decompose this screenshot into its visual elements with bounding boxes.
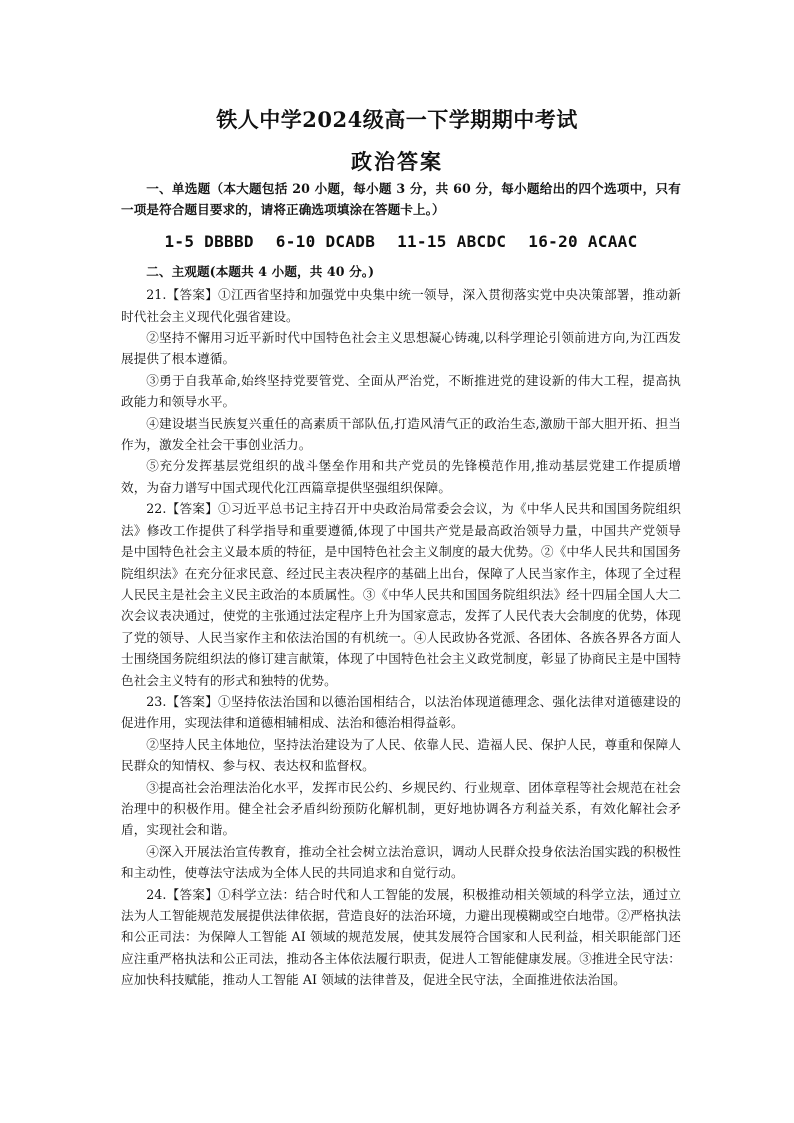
- section2-heading: 二、主观题(本题共 4 小题，共 40 分。): [146, 263, 375, 279]
- answer-group: 6-10 DCADB: [275, 231, 376, 251]
- q22-paragraph: 22.【答案】①习近平总书记主持召开中央政治局常委会会议，为《中华人民共和国国务院组织法》修改工作提供了科学指导和重要遵循,体现了中国共产党是最高政治领导力量，中国共产党领导是中国特色社会主义最本质的特征，是中国特色社会主义制度的最大优势。②《中华人民共和国国务院组织法》在充分征求民意、经过民主表决程序的基础上出台，保障了人民当家作主，体现了全过程人民民主是社会主义民主政治的本质属性。③《中华人民共和国国务院组织法》经十四届全国人大二次会议表决通过，使党的主张通过法定程序上升为国家意志，发挥了人民代表大会制度的优势，体现了党的领导、人民当家作主和依法治国的有机统一。④人民政协各党派、各团体、各族各界各方面人士围绕国务院组织法的修订建言献策，体现了中国特色社会主义政党制度，彰显了协商民主是中国特色社会主义特有的形式和独特的优势。: [121, 501, 681, 688]
- q21-paragraph: ④建设堪当民族复兴重任的高素质干部队伍,打造风清气正的政治生态,激励干部大胆开拓、担当作为，激发全社会干事创业活力。: [121, 415, 681, 453]
- answer-group: 11-15 ABCDC: [397, 231, 507, 251]
- exam-title: 铁人中学2024级高一下学期期中考试: [216, 107, 578, 132]
- exam-subtitle: 政治答案: [351, 149, 443, 174]
- q23-paragraph: ④深入开展法治宣传教育，推动全社会树立法治意识，调动人民群众投身依法治国实践的积极性和主动性，使尊法守法成为全体人民的共同追求和自觉行动。: [121, 843, 681, 881]
- q21-paragraph: ③勇于自我革命,始终坚持党要管党、全面从严治党，不断推进党的建设新的伟大工程，提高执政能力和领导水平。: [121, 372, 681, 410]
- q23-paragraph: ②坚持人民主体地位，坚持法治建设为了人民、依靠人民、造福人民、保护人民，尊重和保障人民群众的知情权、参与权、表达权和监督权。: [121, 736, 681, 774]
- section1-heading: 一、单选题（本大题包括 20 小题，每小题 3 分，共 60 分，每小题给出的四个选项中，只有一项是符合题目要求的，请将正确选项填涂在答题卡上。）: [121, 181, 681, 218]
- answer-group: 1-5 DBBBD: [164, 231, 254, 251]
- answer-group: 16-20 ACAAC: [528, 231, 638, 251]
- q23-paragraph: 23.【答案】①坚持依法治国和以德治国相结合，以法治体现道德理念、强化法律对道德建设的促进作用，实现法律和道德相辅相成、法治和德治相得益彰。: [121, 693, 681, 731]
- q24-paragraph: 24.【答案】①科学立法：结合时代和人工智能的发展，积极推动相关领域的科学立法，通过立法为人工智能规范发展提供法律依据，营造良好的法治环境，力避出现模糊或空白地带。②严格执法和公正司法：为保障人工智能 AI 领域的规范发展，使其发展符合国家和人民利益，相关职能部门还应注重严格执法和公正司法，推动各主体依法履行职责，促进人工智能健康发展。③推进全民守法：应加快科技赋能，推动人工智能 AI 领域的法律普及，促进全民守法，全面推进依法治国。: [121, 886, 681, 988]
- q23-paragraph: ③提高社会治理法治化水平，发挥市民公约、乡规民约、行业规章、团体章程等社会规范在社会治理中的积极作用。健全社会矛盾纠纷预防化解机制，更好地协调各方利益关系，有效化解社会矛盾，实现社会和谐。: [121, 779, 681, 838]
- q21-paragraph: ②坚持不懈用习近平新时代中国特色社会主义思想凝心铸魂,以科学理论引领前进方向,为江西发展提供了根本遵循。: [121, 330, 681, 367]
- document-body: [121, 178, 681, 991]
- q21-paragraph: ⑤充分发挥基层党组织的战斗堡垒作用和共产党员的先锋模范作用,推动基层党建工作提质增效，为奋力谱写中国式现代化江西篇章提供坚强组织保障。: [121, 458, 681, 495]
- answer-key: [121, 230, 681, 254]
- q21-paragraph: 21.【答案】①江西省坚持和加强党中央集中统一领导，深入贯彻落实党中央决策部署，推动新时代社会主义现代化强省建设。: [121, 287, 681, 324]
